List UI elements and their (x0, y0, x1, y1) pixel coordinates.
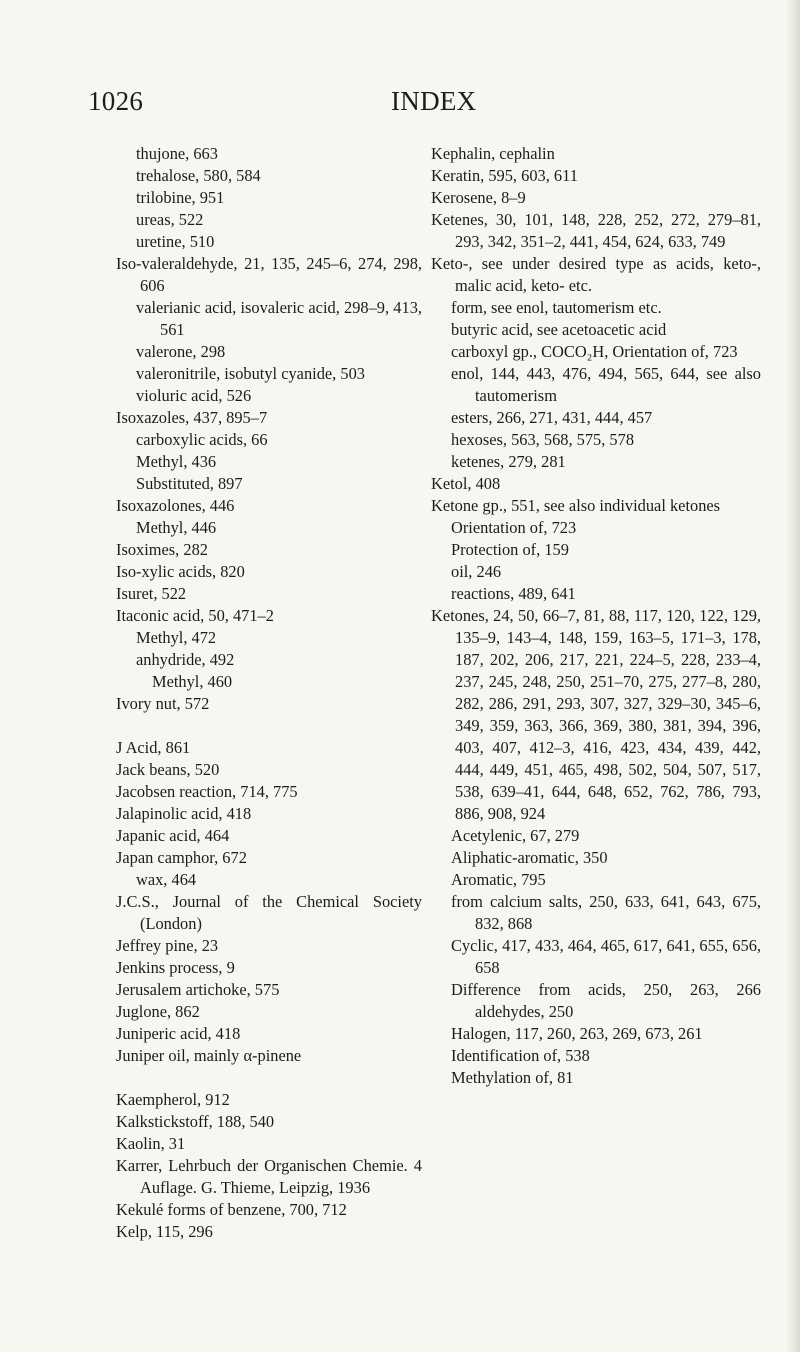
index-subentry: carboxyl gp., COCO₂H, Orientation of, 723 (451, 342, 738, 361)
index-subentry: Protection of, 159 (451, 540, 569, 559)
page-edge-shadow (786, 0, 800, 1352)
index-subentry: form, see enol, tautomerism etc. (451, 298, 662, 317)
index-entry: Kaolin, 31 (116, 1134, 186, 1153)
index-subentry: valerianic acid, isovaleric acid, 298–9, 413, 561 (136, 298, 422, 339)
index-entry: Ivory nut, 572 (116, 694, 210, 713)
index-subentry: trilobine, 951 (136, 188, 225, 207)
index-entry: J Acid, 861 (116, 738, 191, 757)
index-subentry: trehalose, 580, 584 (136, 166, 261, 185)
index-entry: Iso-xylic acids, 820 (116, 562, 245, 581)
index-entry: Juniperic acid, 418 (116, 1024, 241, 1043)
index-entry: Juniper oil, mainly α-pinene (116, 1046, 302, 1065)
index-subentry: oil, 246 (451, 562, 502, 581)
index-subentry: enol, 144, 443, 476, 494, 565, 644, see also tautomerism (451, 364, 761, 405)
section-gap (116, 1067, 422, 1089)
index-entry: Jack beans, 520 (116, 760, 220, 779)
index-subentry: wax, 464 (136, 870, 197, 889)
index-subentry: Methylation of, 81 (451, 1068, 574, 1087)
index-column-left (116, 143, 422, 1243)
index-subentry: valeronitrile, isobutyl cyanide, 503 (136, 364, 365, 383)
index-entry: Jerusalem artichoke, 575 (116, 980, 280, 999)
index-subentry: reactions, 489, 641 (451, 584, 576, 603)
index-subentry: from calcium salts, 250, 633, 641, 643, 675, 832, 868 (451, 892, 761, 933)
index-subentry: Methyl, 436 (136, 452, 217, 471)
index-subentry: Identification of, 538 (451, 1046, 590, 1065)
index-entry: Ketenes, 30, 101, 148, 228, 252, 272, 279–81, 293, 342, 351–2, 441, 454, 624, 633, 749 (431, 210, 761, 251)
index-entry: Juglone, 862 (116, 1002, 200, 1021)
index-subentry: Methyl, 460 (152, 672, 233, 691)
index-subentry: esters, 266, 271, 431, 444, 457 (451, 408, 653, 427)
index-subentry: ureas, 522 (136, 210, 204, 229)
page-title: INDEX (391, 86, 477, 116)
index-entry: Itaconic acid, 50, 471–2 (116, 606, 274, 625)
index-entry: Japan camphor, 672 (116, 848, 247, 867)
index-subentry: ketenes, 279, 281 (451, 452, 566, 471)
index-subentry: hexoses, 563, 568, 575, 578 (451, 430, 635, 449)
index-entry: Jeffrey pine, 23 (116, 936, 219, 955)
index-subentry: Orientation of, 723 (451, 518, 577, 537)
index-entry: Japanic acid, 464 (116, 826, 230, 845)
index-entry: Ketol, 408 (431, 474, 501, 493)
index-entry: J.C.S., Journal of the Chemical Society (London) (116, 892, 422, 933)
index-subentry: valerone, 298 (136, 342, 226, 361)
index-entry: Isuret, 522 (116, 584, 187, 603)
index-subentry: Substituted, 897 (136, 474, 243, 493)
index-subentry: anhydride, 492 (136, 650, 235, 669)
index-entry: Iso-valeraldehyde, 21, 135, 245–6, 274, 298, 606 (116, 254, 422, 295)
index-subentry: Cyclic, 417, 433, 464, 465, 617, 641, 655, 656, 658 (451, 936, 761, 977)
index-entry: Jacobsen reaction, 714, 775 (116, 782, 298, 801)
index-entry: Isoxazolones, 446 (116, 496, 235, 515)
index-subentry: violuric acid, 526 (136, 386, 252, 405)
index-entry: Isoximes, 282 (116, 540, 208, 559)
index-subentry: Methyl, 472 (136, 628, 217, 647)
index-column-right (431, 143, 761, 1089)
index-entry: Keratin, 595, 603, 611 (431, 166, 578, 185)
section-gap (116, 715, 422, 737)
index-subentry: Aliphatic-aromatic, 350 (451, 848, 608, 867)
index-entry: Karrer, Lehrbuch der Organischen Chemie. 4 Auflage. G. Thieme, Leipzig, 1936 (116, 1156, 422, 1197)
index-subentry: Halogen, 117, 260, 263, 269, 673, 261 (451, 1024, 703, 1043)
index-subentry: Acetylenic, 67, 279 (451, 826, 580, 845)
index-entry: Kalkstickstoff, 188, 540 (116, 1112, 275, 1131)
index-entry: Isoxazoles, 437, 895–7 (116, 408, 268, 427)
index-entry: Kaempherol, 912 (116, 1090, 230, 1109)
index-subentry: butyric acid, see acetoacetic acid (451, 320, 667, 339)
page-number: 1026 (88, 86, 144, 116)
index-entry: Kekulé forms of benzene, 700, 712 (116, 1200, 347, 1219)
index-subentry: uretine, 510 (136, 232, 215, 251)
index-entry: Kephalin, cephalin (431, 144, 555, 163)
index-subentry: carboxylic acids, 66 (136, 430, 268, 449)
index-entry: Jenkins process, 9 (116, 958, 235, 977)
index-entry: Kerosene, 8–9 (431, 188, 526, 207)
running-header (88, 86, 708, 120)
index-entry: Keto-, see under desired type as acids, keto-, malic acid, keto- etc. (431, 254, 761, 295)
index-subentry: thujone, 663 (136, 144, 218, 163)
index-subentry: Aromatic, 795 (451, 870, 546, 889)
index-entry: Ketones, 24, 50, 66–7, 81, 88, 117, 120, 122, 129, 135–9, 143–4, 148, 159, 163–5, 171–3, 178, 187, 202, 206, 217, 221, 224–5, 228, 233–4, 237, 245, 248, 250, 251–70, 275, 277–8, 280, 282, 286, 291, 293, 307, 327, 329–30, 345–6, 349, 359, 363, 366, 369, 380, 381, 394, 396, 403, 407, 412–3, 416, 423, 434, 439, 442, 444, 449, 451, 465, 498, 502, 504, 507, 517, 538, 639–41, 644, 648, 652, 762, 786, 793, 886, 908, 924 (431, 606, 761, 823)
index-entry: Ketone gp., 551, see also individual ketones (431, 496, 721, 515)
index-subentry: Difference from acids, 250, 263, 266 aldehydes, 250 (451, 980, 761, 1021)
index-entry: Jalapinolic acid, 418 (116, 804, 252, 823)
index-subentry: Methyl, 446 (136, 518, 217, 537)
index-entry: Kelp, 115, 296 (116, 1222, 213, 1241)
